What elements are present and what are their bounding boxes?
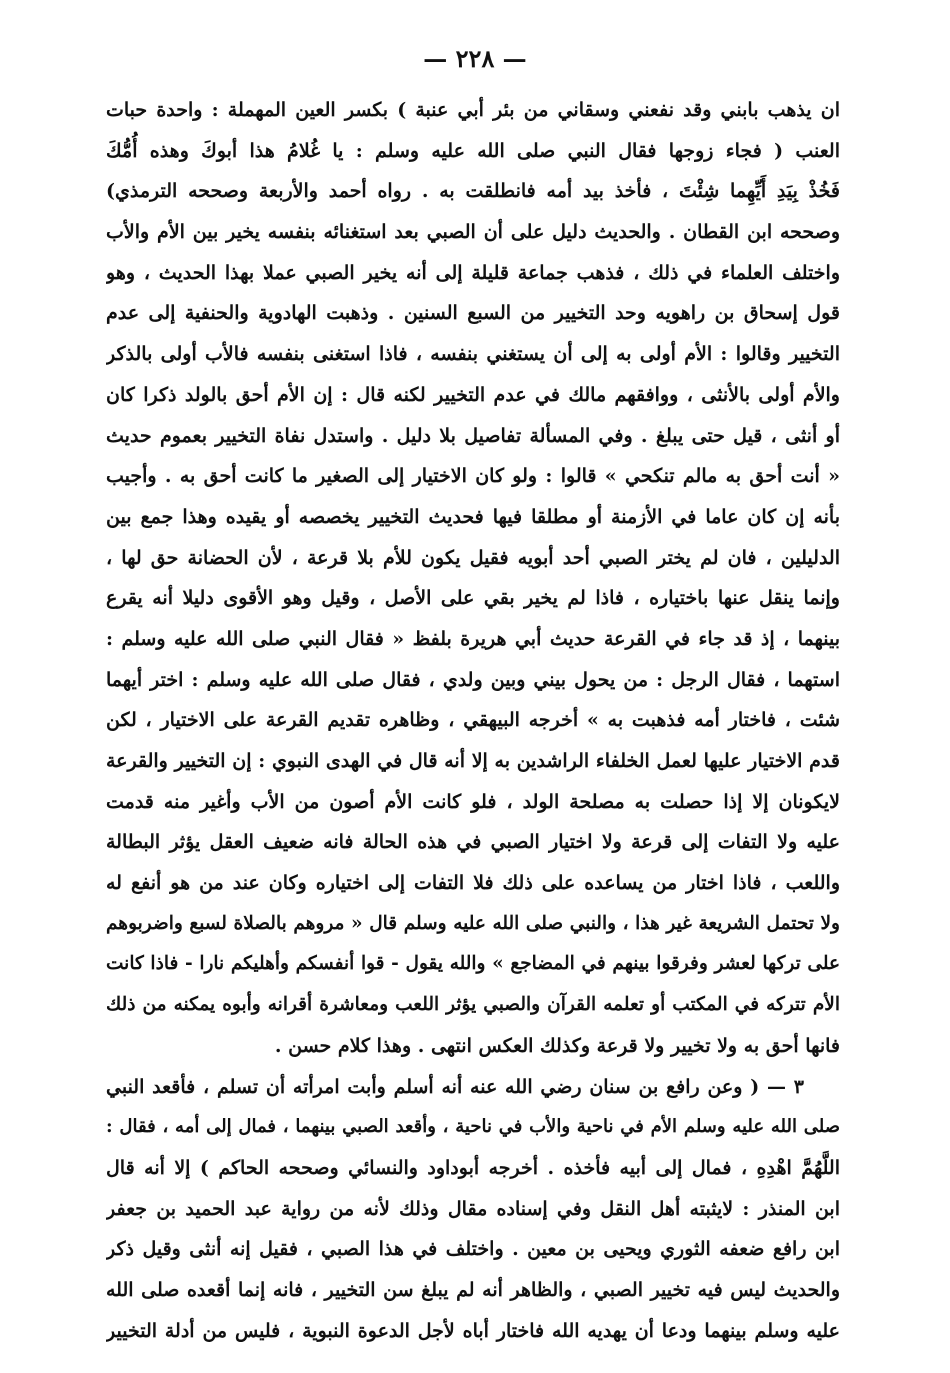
text-line: ان يذهب بابني وقد نفعني وسقاني من بئر أبي عنبة ) بكسر العين المهملة : واحدة حبات — [106, 99, 840, 121]
text-line: شئت ، فاختار أمه فذهبت به » أخرجه البيهقي ، وظاهره تقديم القرعة على الاختيار ، لكن — [106, 709, 840, 732]
text-line: والأم أولى بالأنثى ، ووافقهم مالك في عدم التخيير لكنه قال : إن الأم أحق بالولد ذكرا كان — [106, 383, 840, 406]
text-line: اللَّهُمَّ اهْدِهِ ، فمال إلى أبيه فأخذه . أخرجه أبوداود والنسائي وصححه الحاكم ) إلا أنه قال — [106, 1156, 840, 1179]
text-line: ولا تحتمل الشريعة غير هذا ، والنبي صلى الله عليه وسلم قال « مروهم بالصلاة لسبع واضربوهم — [106, 912, 840, 934]
text-line: واختلف العلماء في ذلك ، فذهب جماعة قليلة إلى أنه يخير الصبي عملا بهذا الحديث ، وهو — [106, 261, 840, 284]
paragraph-end-line: فانها أحق به ولا تخيير ولا قرعة وكذلك العكس انتهى . وهذا كلام حسن . — [274, 1034, 840, 1057]
text-line: بأنه إن كان عاما في الأزمنة أو مطلقا فيها فحديث التخيير يخصصه أو يقيده وهذا جمع بين — [106, 505, 840, 528]
text-line: ابن رافع ضعفه الثوري ويحيى بن معين . واختلف في هذا الصبي ، فقيل إنه أنثى وقيل ذكر — [106, 1238, 840, 1261]
text-line: أو أنثى ، قيل حتى يبلغ . وفي المسألة تفاصيل بلا دليل . واستدل نفاة التخيير بعموم حديث — [106, 424, 840, 447]
text-line: على تركها لعشر وفرقوا بينهم في المضاجع » والله يقول - قوا أنفسكم وأهليكم نارا - فاذا كانت — [106, 953, 840, 975]
text-line: وإنما ينقل عنها باختياره ، فاذا لم يخير بقي على الأصل ، وقيل وهو الأقوى دليلا أنه يقرع — [106, 587, 840, 610]
text-line: لايكونان إلا إذا حصلت به مصلحة الولد ، فلو كانت الأم أصون من الأب وأغير منه قدمت — [106, 790, 840, 813]
text-line: استهما ، فقال الرجل : من يحول بيني وبين ولدي ، فقال صلى الله عليه وسلم : اختر أيهما — [106, 668, 840, 691]
page-number: — ٢٢٨ — — [423, 44, 527, 73]
body-text — [106, 90, 840, 1351]
text-line: والحديث ليس فيه تخيير الصبي ، والظاهر أنه لم يبلغ سن التخيير ، فانه إنما أقعده صلى الله — [106, 1278, 840, 1301]
text-line: الدليلين ، فان لم يختر الصبي أحد أبويه فقيل يكون للأم بلا قرعة ، لأن الحضانة حق لها ، — [106, 546, 840, 569]
text-line: واللعب ، فاذا اختار من يساعده على ذلك فلا التفات إلى اختياره وكان عند من هو أنفع له — [106, 872, 840, 895]
text-line: العنب ( فجاء زوجها فقال النبي صلى الله عليه وسلم : يا غُلامُ هذا أبوكَ وهذه أُمُّكَ — [106, 139, 840, 162]
text-line: صلى الله عليه وسلم الأم في ناحية والأب في ناحية ، وأقعد الصبي بينهما ، فمال إلى أمه ، فقال : — [106, 1116, 840, 1138]
text-line: الأم تتركه في المكتب أو تعلمه القرآن والصبي يؤثر اللعب ومعاشرة أقرانه وأبوه يمكنه من ذلك — [106, 994, 840, 1016]
text-line: وصححه ابن القطان . والحديث دليل على أن الصبي بعد استغنائه بنفسه يخير بين الأم والأب — [106, 221, 840, 244]
text-line: عليه وسلم بينهما ودعا أن يهديه الله فاختار أباه لأجل الدعوة النبوية ، فليس من أدلة التخيير — [106, 1319, 840, 1342]
text-line: « أنت أحق به مالم تنكحي » قالوا : ولو كان الاختيار إلى الصغير ما كانت أحق به . وأجيب — [106, 465, 840, 488]
text-line: فَخُذْ بِيَدِ أَيِّهِما شِئْتَ ، فأخذ بيد أمه فانطلقت به . رواه أحمد والأربعة وصححه الترمذي) — [106, 180, 840, 203]
text-line: ابن المنذر : لايثبته أهل النقل وفي إسناده مقال وذلك لأنه من رواية عبد الحميد بن جعفر — [106, 1197, 840, 1220]
text-line: بينهما ، إذ قد جاء في القرعة حديث أبي هريرة بلفظ « فقال النبي صلى الله عليه وسلم : — [106, 627, 840, 650]
text-line: قول إسحاق بن راهويه وحد التخيير من السبع السنين . وذهبت الهادوية والحنفية إلى عدم — [106, 302, 840, 325]
text-line: قدم الاختيار عليها لعمل الخلفاء الراشدين به إلا أنه قال في الهدى النبوي : إن التخيير والقرعة — [106, 750, 840, 772]
text-line: عليه ولا التفات إلى قرعة ولا اختيار الصبي في هذه الحالة فانه ضعيف العقل يؤثر البطالة — [106, 831, 840, 854]
text-line: التخيير وقالوا : الأم أولى به إلى أن يستغني بنفسه ، فاذا استغنى بنفسه فالأب أولى بالذكر — [106, 343, 840, 366]
hadith-number-line: ٣ — ( وعن رافع بن سنان رضي الله عنه أنه أسلم وأبت امرأته أن تسلم ، فأقعد النبي — [106, 1075, 804, 1098]
